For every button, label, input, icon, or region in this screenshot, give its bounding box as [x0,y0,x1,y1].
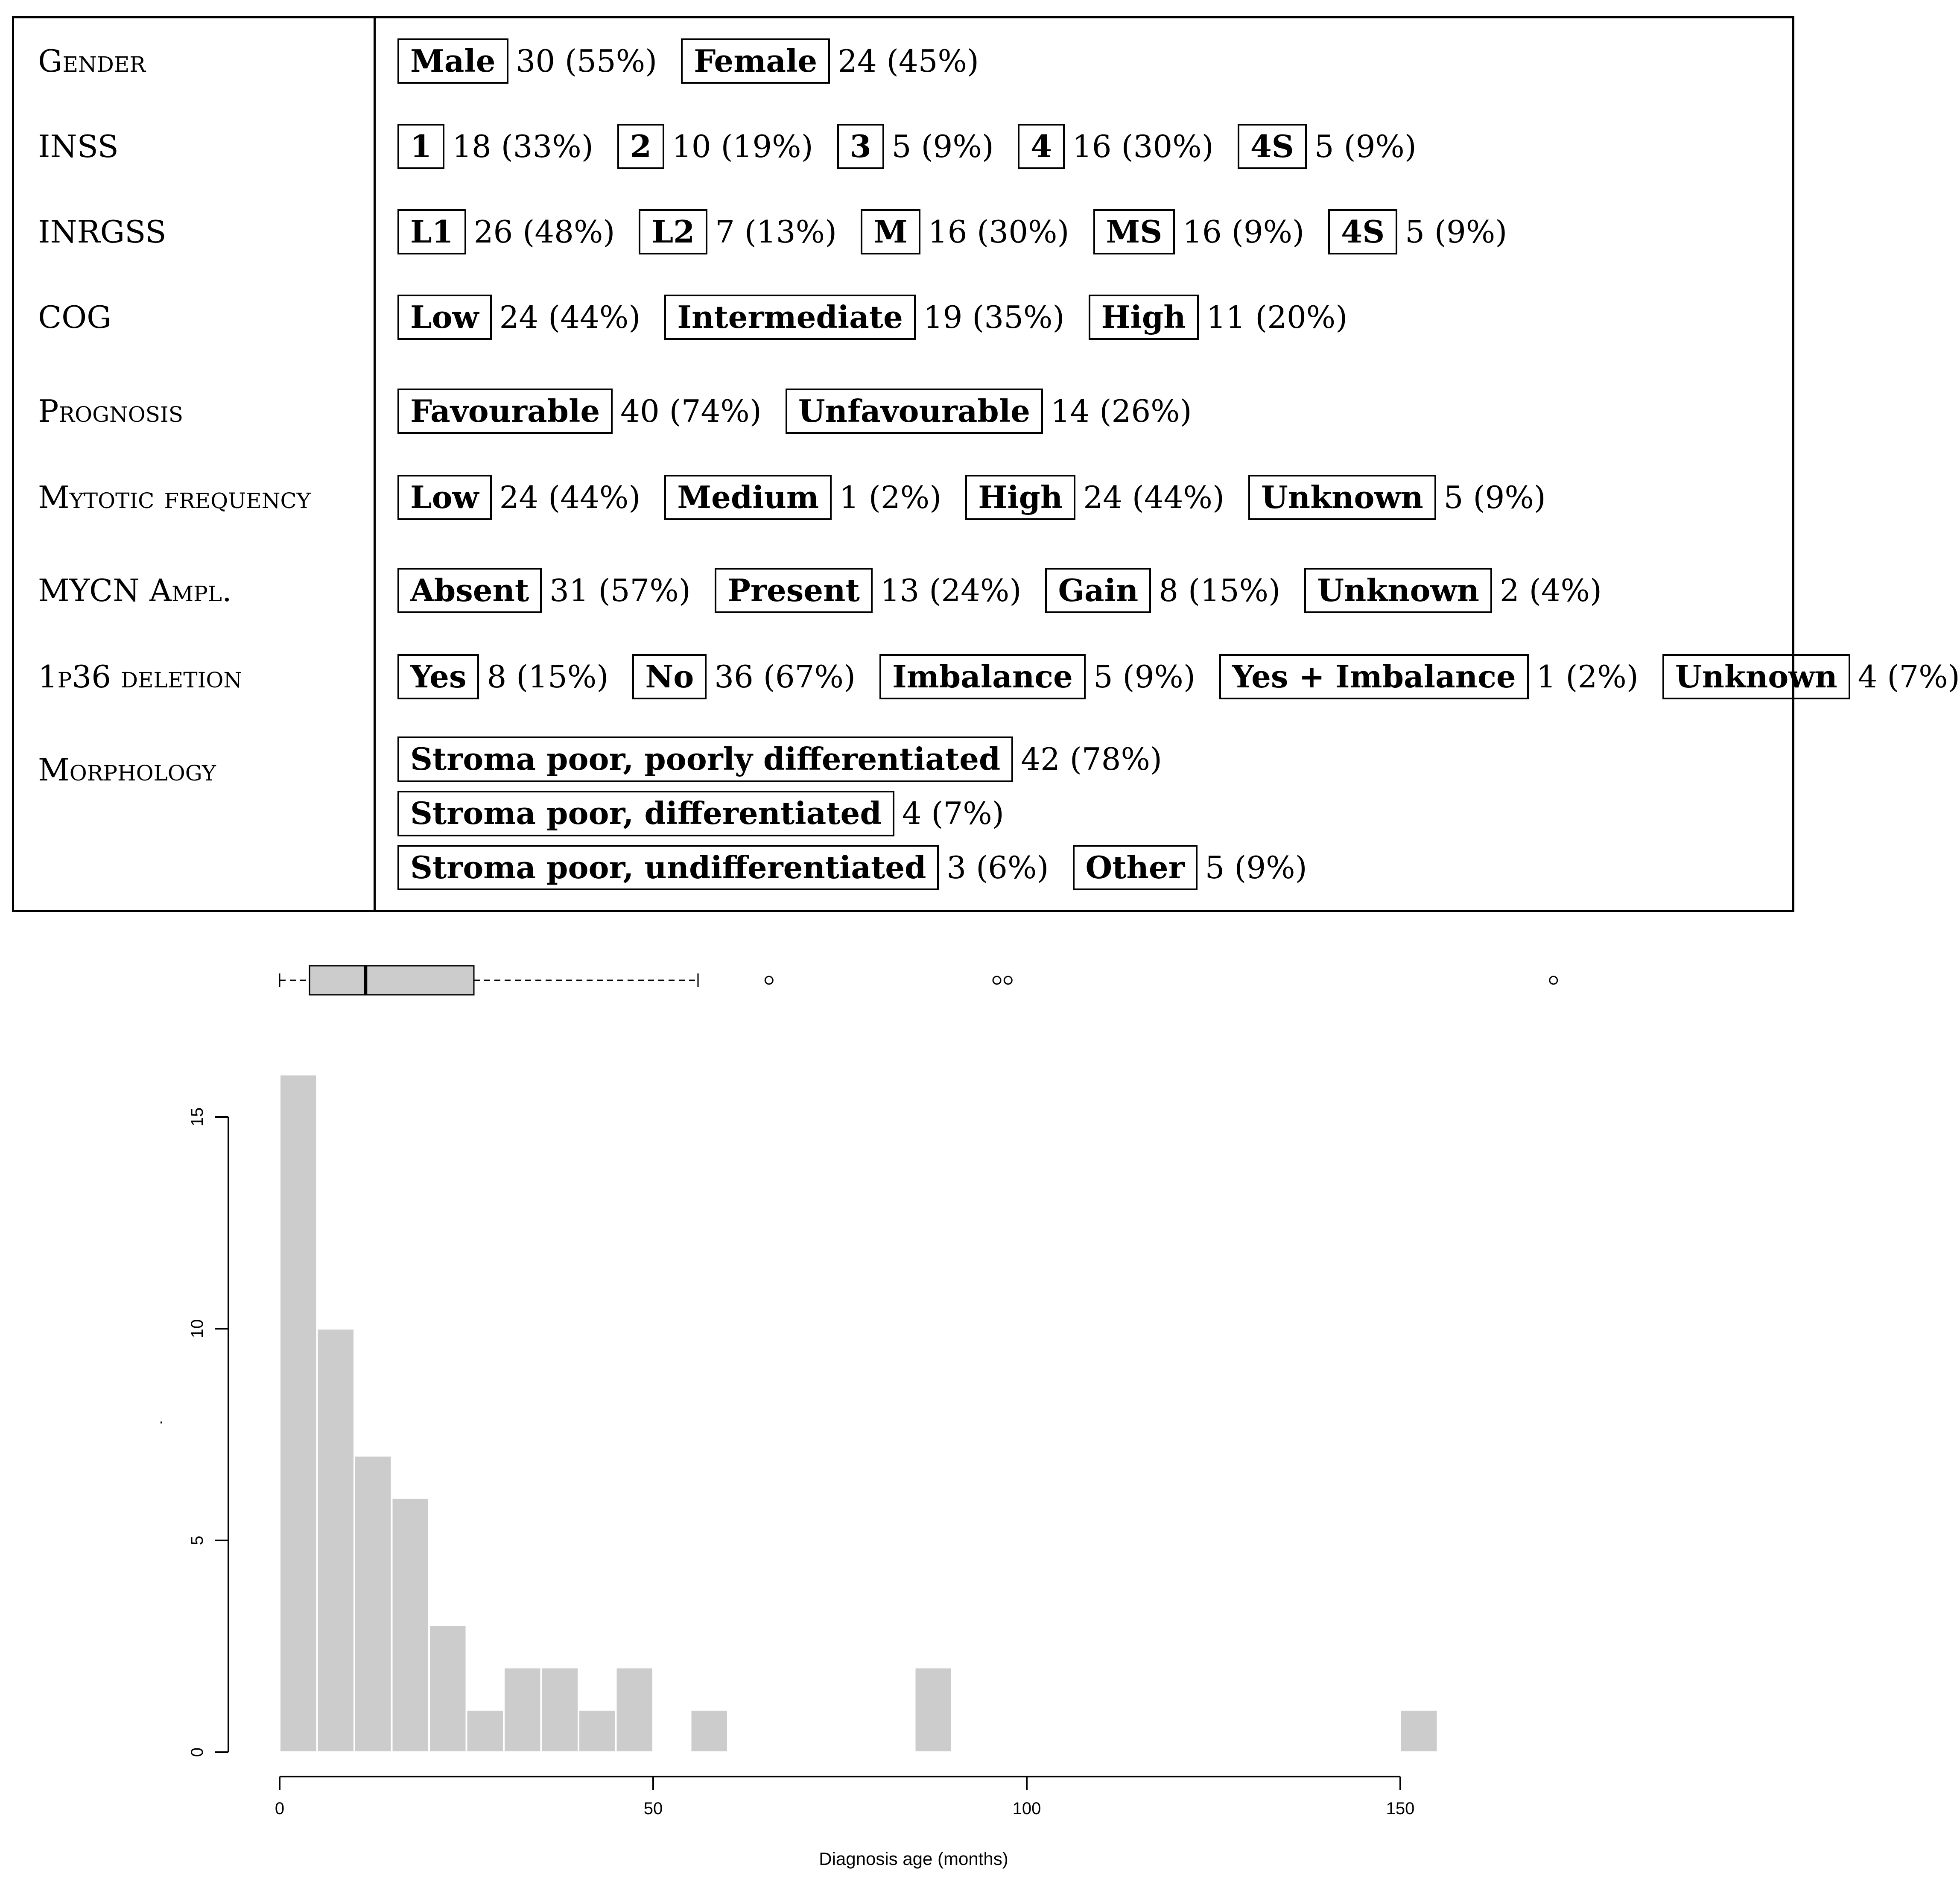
category-item [632,654,856,700]
category-count: 5 (9%) [1405,213,1507,250]
category-tag: Present [715,568,873,614]
row-categories [397,736,1664,890]
category-tag: M [861,209,920,255]
row-categories [397,654,1960,700]
category-item [639,209,837,255]
category-item [1662,654,1960,700]
category-tag: Intermediate [664,295,915,340]
category-count: 18 (33%) [452,128,593,164]
row-label: Prognosis [38,393,184,429]
row-categories [397,389,1788,434]
category-item [617,124,813,169]
category-tag: Stroma poor, differentiated [397,791,894,836]
category-tag: Yes [397,654,479,700]
category-tag: 4S [1328,209,1397,255]
outlier-point [993,976,1001,984]
row-label: COG [38,299,111,335]
category-count: 5 (9%) [891,128,994,164]
row-categories [397,209,1788,255]
x-axis-label: Diagnosis age (months) [819,1849,1008,1869]
histogram-bar [578,1710,616,1752]
category-item [837,124,994,169]
category-count: 36 (67%) [714,658,856,695]
category-tag: 3 [837,124,884,169]
x-tick-label: 50 [643,1799,663,1818]
category-count: 5 (9%) [1314,128,1417,164]
category-tag: L2 [639,209,707,255]
boxplot [280,966,1557,995]
category-item [397,38,657,84]
histogram-bar [317,1329,355,1752]
row-label: Morphology [38,752,216,788]
table-row [14,23,1792,99]
category-item [397,475,640,520]
category-tag: Male [397,38,508,84]
category-item [681,38,979,84]
category-count: 24 (44%) [1083,479,1224,515]
category-count: 8 (15%) [487,658,609,695]
category-tag: Unknown [1662,654,1850,700]
y-tick-label: 15 [188,1107,207,1127]
category-item [1219,654,1639,700]
y-tick-label: 0 [188,1747,207,1757]
row-categories [397,38,1788,84]
category-count: 14 (26%) [1050,393,1192,429]
category-item [786,389,1192,434]
histogram-bar [504,1668,541,1752]
category-item [1073,845,1307,891]
y-axis-label: . [159,1407,164,1427]
row-categories [397,568,1788,614]
category-item [1018,124,1214,169]
category-tag: Stroma poor, undifferentiated [397,845,939,891]
diagnosis-age-chart [0,912,1810,1882]
row-label: INSS [38,129,119,164]
row-categories [397,475,1788,520]
category-tag: Favourable [397,389,613,434]
category-tag: 2 [617,124,664,169]
category-tag: Low [397,475,492,520]
category-count: 30 (55%) [516,43,657,79]
category-item [664,475,941,520]
category-count: 40 (74%) [620,393,762,429]
category-tag: Low [397,295,492,340]
category-count: 4 (7%) [1858,658,1960,695]
iqr-box [310,966,474,995]
category-item [397,124,593,169]
category-item [1238,124,1417,169]
row-label: MYCN Ampl. [38,573,232,608]
category-tag: No [632,654,707,700]
category-tag: Other [1073,845,1198,891]
category-tag: Imbalance [879,654,1086,700]
category-item [397,389,762,434]
row-label: Mytotic frequency [38,479,311,515]
category-count: 8 (15%) [1159,572,1281,608]
table-row [14,638,1960,715]
category-item [879,654,1195,700]
category-tag: High [965,475,1075,520]
category-item [1328,209,1507,255]
category-item [1045,568,1280,614]
category-tag: High [1089,295,1199,340]
summary-table [12,16,1960,912]
table-row [14,279,1792,356]
category-item [965,475,1224,520]
category-count: 16 (30%) [1072,128,1214,164]
category-count: 13 (24%) [880,572,1022,608]
category-tag: MS [1093,209,1175,255]
category-tag: Female [681,38,830,84]
category-count: 11 (20%) [1206,299,1348,335]
y-tick-label: 10 [188,1319,207,1338]
category-item [715,568,1022,614]
table-row [14,108,1792,185]
category-count: 5 (9%) [1443,479,1546,515]
x-tick-label: 150 [1386,1799,1415,1818]
histogram-bar [1400,1710,1438,1752]
category-count: 7 (13%) [715,213,837,250]
row-label: INRGSS [38,214,166,250]
category-count: 42 (78%) [1021,741,1162,777]
outlier-point [765,976,773,984]
category-item [397,654,608,700]
outlier-point [1004,976,1012,984]
category-count: 3 (6%) [946,849,1049,885]
category-count: 19 (35%) [923,299,1065,335]
category-item [1248,475,1546,520]
y-tick-label: 5 [188,1535,207,1546]
category-item [397,568,691,614]
x-tick-label: 100 [1012,1799,1041,1818]
histogram-bar [467,1710,504,1752]
category-count: 1 (2%) [1536,658,1639,695]
outlier-point [1550,976,1557,984]
category-count: 5 (9%) [1093,658,1195,695]
category-item [1304,568,1602,614]
category-tag: Stroma poor, poorly differentiated [397,736,1013,782]
category-item [397,845,1049,891]
category-item [1093,209,1305,255]
category-tag: Unfavourable [786,389,1043,434]
category-tag: Medium [664,475,832,520]
histogram-bar [541,1668,579,1752]
histogram-bars [280,1075,1438,1752]
row-label: Gender [38,43,146,79]
category-tag: 4S [1238,124,1307,169]
category-item [664,295,1064,340]
category-count: 24 (44%) [499,299,641,335]
table-row [14,373,1792,450]
category-item [397,295,640,340]
category-tag: Yes + Imbalance [1219,654,1529,700]
category-count: 16 (30%) [928,213,1069,250]
category-tag: L1 [397,209,466,255]
table-row [14,459,1792,536]
category-item [861,209,1069,255]
category-item [397,209,615,255]
category-tag: 4 [1018,124,1065,169]
table-row [14,193,1792,270]
histogram-bar [280,1075,317,1752]
histogram-bar [392,1498,429,1752]
histogram-bar [354,1456,392,1752]
category-count: 24 (45%) [838,43,979,79]
category-item [1089,295,1348,340]
category-tag: Absent [397,568,542,614]
category-count: 31 (57%) [549,572,691,608]
histogram-bar [429,1625,467,1752]
category-count: 4 (7%) [902,795,1004,832]
histogram-bar [915,1668,952,1752]
category-tag: 1 [397,124,444,169]
category-tag: Unknown [1304,568,1492,614]
category-count: 24 (44%) [499,479,641,515]
category-item [397,736,1162,782]
table-row [14,552,1792,629]
row-categories [397,124,1788,169]
category-tag: Gain [1045,568,1151,614]
category-count: 26 (48%) [473,213,615,250]
category-count: 2 (4%) [1499,572,1602,608]
row-categories [397,295,1788,340]
table-row [14,728,1792,885]
category-item [397,791,1004,836]
category-tag: Unknown [1248,475,1436,520]
category-count: 16 (9%) [1183,213,1305,250]
category-count: 5 (9%) [1205,849,1307,885]
histogram-bar [616,1668,654,1752]
x-tick-label: 0 [275,1799,285,1818]
category-count: 1 (2%) [839,479,942,515]
histogram-bar [691,1710,728,1752]
category-count: 10 (19%) [672,128,813,164]
row-label: 1p36 deletion [38,659,242,695]
